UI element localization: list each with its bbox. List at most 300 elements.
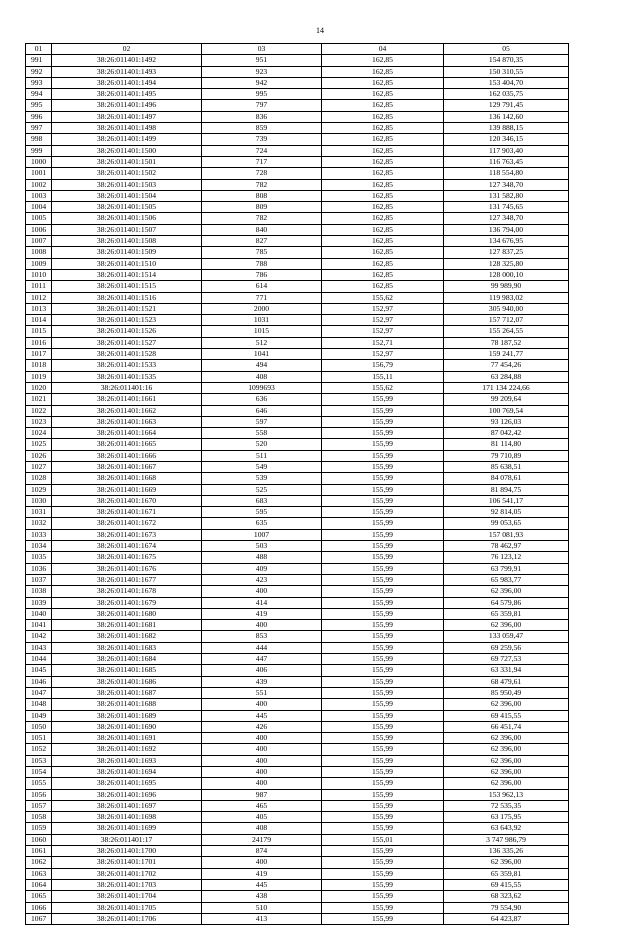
area-cell: 419 (202, 608, 322, 619)
cadastral-number-cell: 38:26:011401:1678 (52, 586, 202, 597)
cadastral-number-cell: 38:26:011401:1696 (52, 789, 202, 800)
area-cell: 836 (202, 111, 322, 122)
cadastral-number-cell: 38:26:011401:1681 (52, 620, 202, 631)
row-number-cell: 1052 (26, 744, 52, 755)
cadastral-value-cell: 62 396,00 (444, 699, 569, 710)
cadastral-value-cell: 150 310,55 (444, 66, 569, 77)
row-number-cell: 1036 (26, 563, 52, 574)
cadastral-value-cell: 92 814,05 (444, 507, 569, 518)
cadastral-value-cell: 66 451,74 (444, 721, 569, 732)
cadastral-value-cell: 65 983,77 (444, 574, 569, 585)
area-cell: 614 (202, 281, 322, 292)
row-number-cell: 1021 (26, 394, 52, 405)
unit-rate-cell: 155,99 (322, 789, 444, 800)
unit-rate-cell: 155,99 (322, 428, 444, 439)
area-cell: 551 (202, 687, 322, 698)
unit-rate-cell: 155,99 (322, 631, 444, 642)
table-row (26, 123, 569, 134)
table-row (26, 473, 569, 484)
unit-rate-cell: 155,99 (322, 608, 444, 619)
table-row (26, 450, 569, 461)
table-row (26, 405, 569, 416)
cadastral-number-cell: 38:26:011401:1668 (52, 473, 202, 484)
row-number-cell: 997 (26, 123, 52, 134)
cadastral-number-cell: 38:26:011401:1697 (52, 800, 202, 811)
area-cell: 1099693 (202, 382, 322, 393)
area-cell: 400 (202, 744, 322, 755)
unit-rate-cell: 155,99 (322, 846, 444, 857)
area-cell: 408 (202, 371, 322, 382)
table-row (26, 134, 569, 145)
cadastral-value-cell: 72 535,35 (444, 800, 569, 811)
cadastral-value-cell: 99 209,64 (444, 394, 569, 405)
unit-rate-cell: 155,99 (322, 778, 444, 789)
row-number-cell: 1054 (26, 767, 52, 778)
unit-rate-cell: 155,99 (322, 902, 444, 913)
cadastral-value-cell: 136 142,60 (444, 111, 569, 122)
area-cell: 558 (202, 428, 322, 439)
row-number-cell: 998 (26, 134, 52, 145)
row-number-cell: 1015 (26, 326, 52, 337)
row-number-cell: 1039 (26, 597, 52, 608)
cadastral-number-cell: 38:26:011401:1676 (52, 563, 202, 574)
table-row (26, 484, 569, 495)
table-row (26, 563, 569, 574)
table-row (26, 439, 569, 450)
cadastral-number-cell: 38:26:011401:1492 (52, 55, 202, 66)
unit-rate-cell: 155,99 (322, 699, 444, 710)
unit-rate-cell: 155,99 (322, 755, 444, 766)
cadastral-number-cell: 38:26:011401:1671 (52, 507, 202, 518)
table-row (26, 913, 569, 924)
row-number-cell: 1065 (26, 891, 52, 902)
table-row (26, 315, 569, 326)
row-number-cell: 992 (26, 66, 52, 77)
row-number-cell: 1013 (26, 303, 52, 314)
unit-rate-cell: 155,99 (322, 552, 444, 563)
cadastral-value-cell: 171 134 224,66 (444, 382, 569, 393)
unit-rate-cell: 155,01 (322, 834, 444, 845)
table-row (26, 642, 569, 653)
unit-rate-cell: 152,97 (322, 303, 444, 314)
cadastral-number-cell: 38:26:011401:1661 (52, 394, 202, 405)
area-cell: 488 (202, 552, 322, 563)
row-number-cell: 1057 (26, 800, 52, 811)
cadastral-number-cell: 38:26:011401:1698 (52, 812, 202, 823)
table-row (26, 620, 569, 631)
area-cell: 782 (202, 179, 322, 190)
cadastral-number-cell: 38:26:011401:1689 (52, 710, 202, 721)
row-number-cell: 1044 (26, 654, 52, 665)
cadastral-number-cell: 38:26:011401:1535 (52, 371, 202, 382)
cadastral-number-cell: 38:26:011401:1693 (52, 755, 202, 766)
cadastral-value-cell: 77 454,26 (444, 360, 569, 371)
table-row (26, 676, 569, 687)
cadastral-value-cell: 3 747 986,79 (444, 834, 569, 845)
area-cell: 859 (202, 123, 322, 134)
area-cell: 525 (202, 484, 322, 495)
unit-rate-cell: 155,99 (322, 676, 444, 687)
row-number-cell: 1064 (26, 879, 52, 890)
cadastral-value-cell: 81 114,80 (444, 439, 569, 450)
unit-rate-cell: 155,99 (322, 800, 444, 811)
table-row (26, 292, 569, 303)
row-number-cell: 1011 (26, 281, 52, 292)
cadastral-number-cell: 38:26:011401:1669 (52, 484, 202, 495)
table-row (26, 721, 569, 732)
cadastral-value-cell: 162 035,75 (444, 89, 569, 100)
table-row (26, 507, 569, 518)
row-number-cell: 1048 (26, 699, 52, 710)
cadastral-value-cell: 81 894,75 (444, 484, 569, 495)
table-row (26, 879, 569, 890)
cadastral-value-cell: 69 415,55 (444, 710, 569, 721)
row-number-cell: 1033 (26, 529, 52, 540)
unit-rate-cell: 155,99 (322, 450, 444, 461)
cadastral-number-cell: 38:26:011401:1663 (52, 416, 202, 427)
row-number-cell: 1018 (26, 360, 52, 371)
cadastral-value-cell: 76 123,12 (444, 552, 569, 563)
row-number-cell: 1005 (26, 213, 52, 224)
cadastral-value-cell: 62 396,00 (444, 767, 569, 778)
unit-rate-cell: 155,99 (322, 394, 444, 405)
cadastral-number-cell: 38:26:011401:1706 (52, 913, 202, 924)
row-number-cell: 1035 (26, 552, 52, 563)
cadastral-number-cell: 38:26:011401:1667 (52, 461, 202, 472)
cadastral-number-cell: 38:26:011401:1688 (52, 699, 202, 710)
cadastral-value-cell: 69 727,53 (444, 654, 569, 665)
table-row (26, 597, 569, 608)
row-number-cell: 1019 (26, 371, 52, 382)
unit-rate-cell: 155,99 (322, 733, 444, 744)
unit-rate-cell: 155,99 (322, 913, 444, 924)
row-number-cell: 1063 (26, 868, 52, 879)
area-cell: 414 (202, 597, 322, 608)
table-row (26, 66, 569, 77)
cadastral-number-cell: 38:26:011401:1666 (52, 450, 202, 461)
table-row (26, 111, 569, 122)
cadastral-value-cell: 79 710,89 (444, 450, 569, 461)
unit-rate-cell: 155,99 (322, 744, 444, 755)
row-number-cell: 1059 (26, 823, 52, 834)
cadastral-number-cell: 38:26:011401:1527 (52, 337, 202, 348)
row-number-cell: 1024 (26, 428, 52, 439)
unit-rate-cell: 162,85 (322, 168, 444, 179)
cadastral-number-cell: 38:26:011401:1523 (52, 315, 202, 326)
table-row (26, 495, 569, 506)
area-cell: 512 (202, 337, 322, 348)
unit-rate-cell: 162,85 (322, 134, 444, 145)
cadastral-value-cell: 93 126,03 (444, 416, 569, 427)
header-col-04: 04 (322, 44, 444, 55)
row-number-cell: 1027 (26, 461, 52, 472)
cadastral-value-cell: 64 579,86 (444, 597, 569, 608)
cadastral-number-cell: 38:26:011401:1533 (52, 360, 202, 371)
cadastral-number-cell: 38:26:011401:1680 (52, 608, 202, 619)
cadastral-value-cell: 134 676,95 (444, 236, 569, 247)
row-number-cell: 1062 (26, 857, 52, 868)
table-row (26, 236, 569, 247)
row-number-cell: 1022 (26, 405, 52, 416)
area-cell: 400 (202, 767, 322, 778)
unit-rate-cell: 162,85 (322, 111, 444, 122)
row-number-cell: 1047 (26, 687, 52, 698)
area-cell: 808 (202, 190, 322, 201)
cadastral-number-cell: 38:26:011401:1496 (52, 100, 202, 111)
unit-rate-cell: 155,99 (322, 721, 444, 732)
cadastral-value-cell: 64 423,87 (444, 913, 569, 924)
table-row (26, 631, 569, 642)
cadastral-value-cell: 155 264,55 (444, 326, 569, 337)
cadastral-value-cell: 154 870,35 (444, 55, 569, 66)
cadastral-value-cell: 136 335,26 (444, 846, 569, 857)
cadastral-number-cell: 38:26:011401:1685 (52, 665, 202, 676)
unit-rate-cell: 152,97 (322, 349, 444, 360)
unit-rate-cell: 155,99 (322, 461, 444, 472)
table-row (26, 100, 569, 111)
unit-rate-cell: 155,99 (322, 518, 444, 529)
area-cell: 444 (202, 642, 322, 653)
cadastral-number-cell: 38:26:011401:1683 (52, 642, 202, 653)
cadastral-number-cell: 38:26:011401:1528 (52, 349, 202, 360)
table-row (26, 755, 569, 766)
area-cell: 995 (202, 89, 322, 100)
unit-rate-cell: 162,85 (322, 156, 444, 167)
row-number-cell: 995 (26, 100, 52, 111)
row-number-cell: 991 (26, 55, 52, 66)
unit-rate-cell: 162,85 (322, 224, 444, 235)
cadastral-number-cell: 38:26:011401:1701 (52, 857, 202, 868)
cadastral-value-cell: 99 989,90 (444, 281, 569, 292)
area-cell: 400 (202, 733, 322, 744)
unit-rate-cell: 155,99 (322, 484, 444, 495)
area-cell: 1015 (202, 326, 322, 337)
row-number-cell: 1001 (26, 168, 52, 179)
cadastral-value-cell: 127 837,25 (444, 247, 569, 258)
cadastral-number-cell: 38:26:011401:1499 (52, 134, 202, 145)
unit-rate-cell: 155,99 (322, 586, 444, 597)
cadastral-value-cell: 68 323,62 (444, 891, 569, 902)
unit-rate-cell: 155,99 (322, 620, 444, 631)
cadastral-value-cell: 62 396,00 (444, 778, 569, 789)
cadastral-number-cell: 38:26:011401:1690 (52, 721, 202, 732)
area-cell: 400 (202, 586, 322, 597)
table-row (26, 552, 569, 563)
cadastral-number-cell: 38:26:011401:1700 (52, 846, 202, 857)
row-number-cell: 1038 (26, 586, 52, 597)
area-cell: 874 (202, 846, 322, 857)
area-cell: 400 (202, 778, 322, 789)
row-number-cell: 1046 (26, 676, 52, 687)
cadastral-value-cell: 133 059,47 (444, 631, 569, 642)
cadastral-value-cell: 62 396,00 (444, 586, 569, 597)
cadastral-number-cell: 38:26:011401:17 (52, 834, 202, 845)
row-number-cell: 1023 (26, 416, 52, 427)
cadastral-number-cell: 38:26:011401:1497 (52, 111, 202, 122)
table-row (26, 710, 569, 721)
row-number-cell: 1043 (26, 642, 52, 653)
unit-rate-cell: 162,85 (322, 66, 444, 77)
row-number-cell: 1000 (26, 156, 52, 167)
table-row (26, 371, 569, 382)
row-number-cell: 996 (26, 111, 52, 122)
unit-rate-cell: 162,85 (322, 190, 444, 201)
table-row (26, 654, 569, 665)
table-row (26, 416, 569, 427)
area-cell: 646 (202, 405, 322, 416)
cadastral-number-cell: 38:26:011401:1692 (52, 744, 202, 755)
unit-rate-cell: 155,99 (322, 405, 444, 416)
row-number-cell: 1026 (26, 450, 52, 461)
cadastral-value-cell: 85 950,49 (444, 687, 569, 698)
unit-rate-cell: 162,85 (322, 247, 444, 258)
row-number-cell: 1031 (26, 507, 52, 518)
unit-rate-cell: 155,99 (322, 710, 444, 721)
cadastral-value-cell: 119 983,02 (444, 292, 569, 303)
cadastral-number-cell: 38:26:011401:1704 (52, 891, 202, 902)
cadastral-value-cell: 129 791,45 (444, 100, 569, 111)
unit-rate-cell: 156,79 (322, 360, 444, 371)
cadastral-value-cell: 65 359,81 (444, 608, 569, 619)
cadastral-number-cell: 38:26:011401:1672 (52, 518, 202, 529)
cadastral-number-cell: 38:26:011401:1694 (52, 767, 202, 778)
area-cell: 987 (202, 789, 322, 800)
row-number-cell: 1037 (26, 574, 52, 585)
row-number-cell: 1045 (26, 665, 52, 676)
unit-rate-cell: 162,85 (322, 281, 444, 292)
table-row (26, 382, 569, 393)
table-row (26, 428, 569, 439)
area-cell: 405 (202, 812, 322, 823)
cadastral-value-cell: 65 359,81 (444, 868, 569, 879)
row-number-cell: 1066 (26, 902, 52, 913)
area-cell: 636 (202, 394, 322, 405)
unit-rate-cell: 162,85 (322, 55, 444, 66)
cadastral-number-cell: 38:26:011401:1675 (52, 552, 202, 563)
cadastral-number-cell: 38:26:011401:1495 (52, 89, 202, 100)
unit-rate-cell: 155,99 (322, 597, 444, 608)
unit-rate-cell: 155,99 (322, 416, 444, 427)
table-row (26, 156, 569, 167)
table-row (26, 733, 569, 744)
table-row (26, 800, 569, 811)
table-row (26, 857, 569, 868)
area-cell: 445 (202, 710, 322, 721)
cadastral-value-cell: 62 396,00 (444, 620, 569, 631)
cadastral-value-cell: 153 404,70 (444, 77, 569, 88)
unit-rate-cell: 155,99 (322, 665, 444, 676)
row-number-cell: 1016 (26, 337, 52, 348)
cadastral-number-cell: 38:26:011401:1679 (52, 597, 202, 608)
row-number-cell: 1049 (26, 710, 52, 721)
cadastral-value-cell: 136 794,00 (444, 224, 569, 235)
unit-rate-cell: 162,85 (322, 179, 444, 190)
area-cell: 942 (202, 77, 322, 88)
cadastral-number-cell: 38:26:011401:1501 (52, 156, 202, 167)
page-number: 14 (316, 26, 324, 35)
table-row (26, 778, 569, 789)
cadastral-number-cell: 38:26:011401:1684 (52, 654, 202, 665)
table-row (26, 213, 569, 224)
table-row (26, 902, 569, 913)
row-number-cell: 1058 (26, 812, 52, 823)
unit-rate-cell: 155,99 (322, 563, 444, 574)
cadastral-number-cell: 38:26:011401:1665 (52, 439, 202, 450)
unit-rate-cell: 155,99 (322, 541, 444, 552)
area-cell: 24179 (202, 834, 322, 845)
cadastral-value-cell: 69 415,55 (444, 879, 569, 890)
cadastral-number-cell: 38:26:011401:1509 (52, 247, 202, 258)
table-row (26, 891, 569, 902)
cadastral-value-cell: 63 175,95 (444, 812, 569, 823)
unit-rate-cell: 155,99 (322, 857, 444, 868)
row-number-cell: 1008 (26, 247, 52, 258)
cadastral-value-cell: 87 042,42 (444, 428, 569, 439)
unit-rate-cell: 155,99 (322, 879, 444, 890)
cadastral-value-cell: 116 763,45 (444, 156, 569, 167)
cadastral-number-cell: 38:26:011401:1686 (52, 676, 202, 687)
table-row (26, 823, 569, 834)
table-row (26, 303, 569, 314)
table-row (26, 281, 569, 292)
table-row (26, 846, 569, 857)
unit-rate-cell: 162,85 (322, 202, 444, 213)
area-cell: 728 (202, 168, 322, 179)
cadastral-value-cell: 79 554,90 (444, 902, 569, 913)
row-number-cell: 1067 (26, 913, 52, 924)
area-cell: 717 (202, 156, 322, 167)
area-cell: 465 (202, 800, 322, 811)
area-cell: 413 (202, 913, 322, 924)
cadastral-number-cell: 38:26:011401:1494 (52, 77, 202, 88)
row-number-cell: 993 (26, 77, 52, 88)
unit-rate-cell: 155,99 (322, 439, 444, 450)
table-row (26, 665, 569, 676)
area-cell: 853 (202, 631, 322, 642)
table-row (26, 168, 569, 179)
table-row (26, 349, 569, 360)
cadastral-number-cell: 38:26:011401:1510 (52, 258, 202, 269)
cadastral-number-cell: 38:26:011401:1695 (52, 778, 202, 789)
header-col-03: 03 (202, 44, 322, 55)
unit-rate-cell: 155,99 (322, 891, 444, 902)
cadastral-number-cell: 38:26:011401:1673 (52, 529, 202, 540)
cadastral-number-cell: 38:26:011401:1702 (52, 868, 202, 879)
unit-rate-cell: 155,11 (322, 371, 444, 382)
header-col-05: 05 (444, 44, 569, 55)
row-number-cell: 1053 (26, 755, 52, 766)
area-cell: 739 (202, 134, 322, 145)
table-row (26, 529, 569, 540)
table-row (26, 518, 569, 529)
unit-rate-cell: 162,85 (322, 236, 444, 247)
cadastral-value-cell: 106 541,17 (444, 495, 569, 506)
area-cell: 1007 (202, 529, 322, 540)
area-cell: 635 (202, 518, 322, 529)
table-row (26, 202, 569, 213)
area-cell: 782 (202, 213, 322, 224)
cadastral-value-cell: 62 396,00 (444, 857, 569, 868)
row-number-cell: 1020 (26, 382, 52, 393)
cadastral-value-cell: 84 078,61 (444, 473, 569, 484)
row-number-cell: 1034 (26, 541, 52, 552)
table-row (26, 190, 569, 201)
area-cell: 786 (202, 269, 322, 280)
cadastral-number-cell: 38:26:011401:1493 (52, 66, 202, 77)
cadastral-value-cell: 139 888,15 (444, 123, 569, 134)
row-number-cell: 1002 (26, 179, 52, 190)
cadastral-value-cell: 68 479,61 (444, 676, 569, 687)
